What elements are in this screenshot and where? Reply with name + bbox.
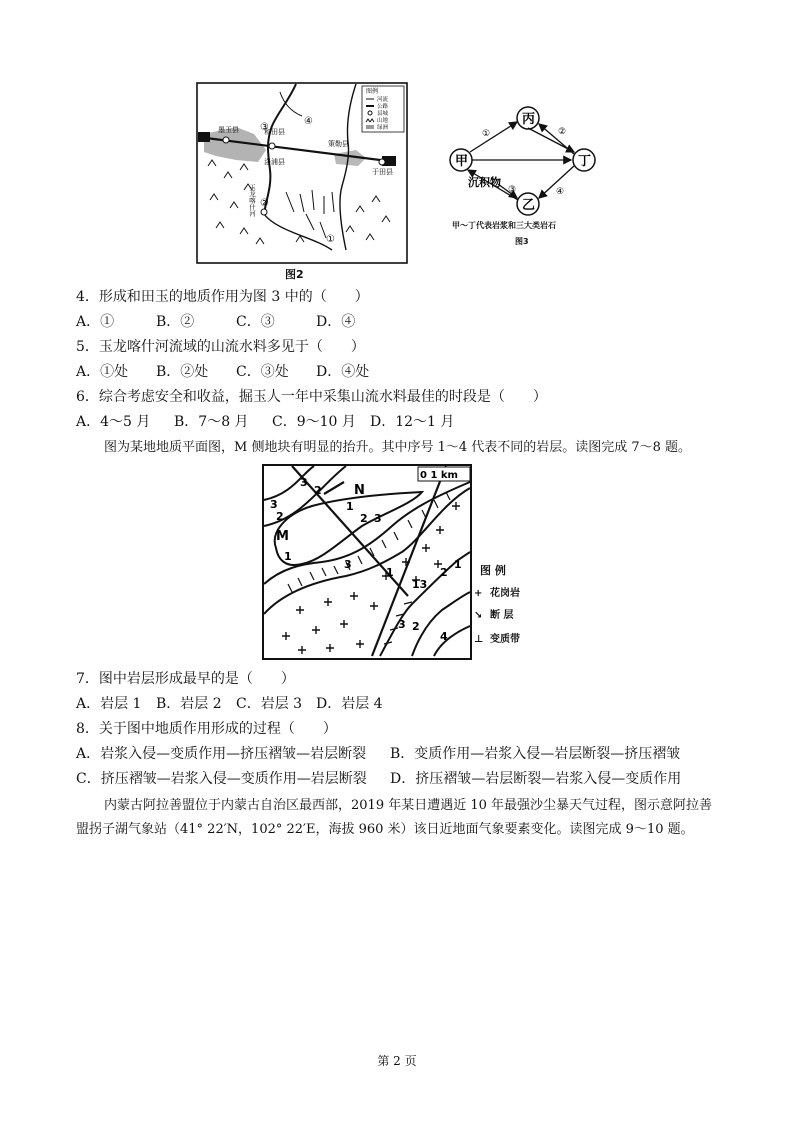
svg-text:2: 2 [360, 512, 368, 525]
scale-label: 0 1 km [420, 470, 458, 481]
svg-text:3: 3 [374, 512, 382, 525]
option[interactable]: D．岩层 4 [316, 696, 383, 712]
svg-text:1: 1 [346, 500, 354, 513]
node-b: 乙 [522, 198, 536, 213]
county-label: 洛浦县 [264, 158, 285, 166]
fault-icon: ↘ [474, 610, 483, 621]
legend-item: 河流 [377, 97, 389, 103]
marker-1: ① [326, 234, 335, 245]
svg-text:2: 2 [440, 566, 448, 579]
option[interactable]: B．岩层 2 [156, 696, 222, 712]
question-4: 4．形成和田玉的地质作用为图 3 中的（ ） [76, 289, 369, 305]
question-7-options [76, 694, 396, 714]
option[interactable]: B．变质作用—岩浆入侵—岩层断裂—挤压褶皱 [390, 746, 681, 762]
question-6: 6．综合考虑安全和收益，掘玉人一年中采集山流水料最佳的时段是（ ） [76, 389, 547, 405]
svg-text:1: 1 [386, 566, 394, 579]
svg-text:3: 3 [344, 558, 352, 571]
svg-text:1: 1 [284, 550, 292, 563]
marker-3: ③ [260, 122, 269, 133]
option[interactable]: B．②处 [156, 364, 209, 380]
question-8-options-row1 [76, 744, 680, 764]
svg-text:3: 3 [270, 498, 278, 511]
svg-text:2: 2 [412, 620, 420, 633]
option[interactable]: C．③处 [236, 364, 289, 380]
option[interactable]: D．④ [316, 314, 356, 330]
figure-3-rock-cycle [446, 104, 596, 232]
legend-fault: ↘ 断 层 [474, 610, 514, 621]
option[interactable]: A．①处 [76, 364, 129, 380]
svg-text:3: 3 [398, 618, 406, 631]
option[interactable]: C．③ [236, 314, 275, 330]
question-5: 5．玉龙喀什河流域的山流水料多见于（ ） [76, 339, 365, 355]
svg-text:13: 13 [412, 578, 428, 591]
option[interactable]: A．① [76, 314, 115, 330]
node-d: 丁 [578, 154, 592, 169]
arrow-4: ④ [556, 187, 565, 197]
option[interactable]: D．12～1 月 [370, 414, 455, 430]
geomap-legend-title: 图 例 [480, 564, 506, 577]
svg-text:4: 4 [440, 630, 448, 643]
legend-granite: + 花岗岩 [474, 588, 520, 599]
arrow-3: ③ [508, 185, 517, 195]
svg-text:2: 2 [276, 510, 284, 523]
legend-item: 公路 [377, 104, 389, 110]
marker-2: ② [260, 198, 269, 209]
question-8: 8．关于图中地质作用形成的过程（ ） [76, 721, 337, 737]
legend-item: 绿洲 [377, 125, 389, 131]
granite-icon: + [474, 588, 483, 599]
legend-item: 山地 [377, 118, 389, 124]
metamorphic-icon: ⊥ [474, 634, 484, 645]
figure-2-map [196, 82, 408, 264]
question-7: 7．图中岩层形成最早的是（ ） [76, 671, 295, 687]
question-4-options [76, 312, 396, 332]
legend-metamorphic: ⊥ 变质带 [474, 634, 520, 645]
north-label: N [354, 483, 365, 498]
figure-2-caption: 图2 [285, 268, 304, 281]
question-6-options [76, 412, 468, 432]
page-footer: 第 2 页 [377, 1054, 417, 1068]
figure-3-note: 甲～丁代表岩浆和三大类岩石 [452, 221, 556, 230]
option[interactable]: D．④处 [316, 364, 370, 380]
question-5-options [76, 362, 396, 382]
geologic-map [262, 464, 474, 660]
river-label: 玉龙喀什河 [248, 184, 256, 217]
option[interactable]: A．岩浆入侵—变质作用—挤压褶皱—岩层断裂 [76, 746, 367, 762]
arrow-2: ② [558, 127, 567, 137]
option[interactable]: B．② [156, 314, 195, 330]
option[interactable]: B．7～8 月 [174, 414, 249, 430]
question-8-options-row2 [76, 769, 681, 789]
svg-text:2: 2 [314, 484, 322, 497]
legend-item: 图例 [366, 88, 379, 95]
option[interactable]: C．挤压褶皱—岩浆入侵—变质作用—岩层断裂 [76, 771, 367, 787]
option[interactable]: C．9～10 月 [272, 414, 356, 430]
option[interactable]: C．岩层 3 [236, 696, 303, 712]
county-label: 和田县 [264, 128, 285, 136]
node-sediment: 沉积物 [468, 176, 501, 189]
intro-7-8: 图为某地地质平面图，M 侧地块有明显的抬升。其中序号 1～4 代表不同的岩层。读图完成 7～8 题。 [104, 440, 692, 455]
node-a: 甲 [455, 154, 469, 169]
figure-3-caption: 图3 [515, 237, 529, 246]
county-label: 于田县 [372, 168, 393, 176]
arrow-1: ① [482, 129, 491, 139]
intro-9-10: 内蒙古阿拉善盟位于内蒙古自治区最西部，2019 年某日遭遇近 10 年最强沙尘暴天气过程，图示意阿拉善盟拐子湖气象站（41° 22′N，102° 22′E，海拔 960 米）该日近地面气象要素变化。读图完成 9～10 题。 [76, 798, 713, 837]
node-c: 丙 [522, 112, 536, 127]
m-label: M [276, 529, 289, 544]
svg-text:1: 1 [454, 558, 462, 571]
county-label: 策勒县 [328, 140, 349, 148]
county-label: 墨玉县 [218, 126, 239, 134]
marker-4: ④ [304, 116, 313, 127]
option[interactable]: A．4～5 月 [76, 414, 151, 430]
legend-item: 县城 [377, 111, 389, 117]
option[interactable]: A．岩层 1 [76, 696, 142, 712]
option[interactable]: D．挤压褶皱—岩层断裂—岩浆入侵—变质作用 [390, 771, 682, 787]
svg-text:3: 3 [300, 476, 308, 489]
